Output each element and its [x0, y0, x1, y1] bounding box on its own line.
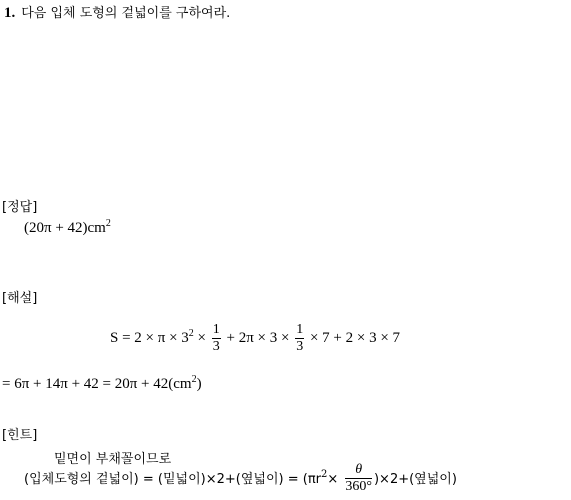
hint-frac-den: 360°: [345, 479, 372, 494]
answer-header: [정답]: [2, 200, 38, 215]
eq2-text: = 6π + 14π + 42 = 20π + 42(cm: [2, 376, 192, 392]
hint-line2-c: )×2+(옆넓이): [373, 472, 457, 487]
eq1-lhs: S = 2 × π × 3: [110, 329, 189, 346]
equation-2: [2, 376, 202, 393]
eq1-mid: + 2π × 3 ×: [226, 329, 294, 346]
hint-line2-a: (입체도형의 겉넓이) = (밑넓이)×2+(옆넓이) = (πr: [24, 472, 321, 487]
eq1-sup: 2: [188, 327, 194, 339]
hint-line-2: [24, 462, 457, 495]
eq1-frac2-den: 3: [296, 339, 304, 354]
question-number: 1.: [4, 5, 16, 21]
hint-line2-sup: 2: [321, 469, 328, 480]
hint-fraction: [345, 462, 372, 495]
hint-header: [힌트]: [2, 428, 38, 443]
equation-1: [110, 322, 400, 355]
answer-value: [24, 220, 111, 237]
answer-value-main: (20π + 42)cm: [24, 220, 106, 236]
hint-line-1: 밑면이 부채꼴이므로: [54, 452, 172, 467]
question-text: 다음 입체 도형의 겉넓이를 구하여라.: [21, 6, 231, 21]
question: [4, 2, 230, 22]
eq1-fraction-2: [295, 322, 304, 355]
answer-value-sup: 2: [105, 218, 111, 229]
eq1-tail: × 7 + 2 × 3 × 7: [309, 329, 401, 346]
eq1-mult: ×: [193, 329, 210, 346]
eq1-frac2-num: 1: [296, 322, 304, 337]
eq2-sup: 2: [191, 374, 197, 385]
explanation-header: [해설]: [2, 291, 38, 306]
eq1-frac1-den: 3: [212, 339, 220, 354]
hint-frac-num: θ: [345, 462, 372, 479]
eq1-fraction-1: [212, 322, 221, 355]
hint-line2-b: ×: [327, 472, 339, 487]
eq2-close: ): [196, 376, 202, 392]
eq1-frac1-num: 1: [212, 322, 220, 337]
